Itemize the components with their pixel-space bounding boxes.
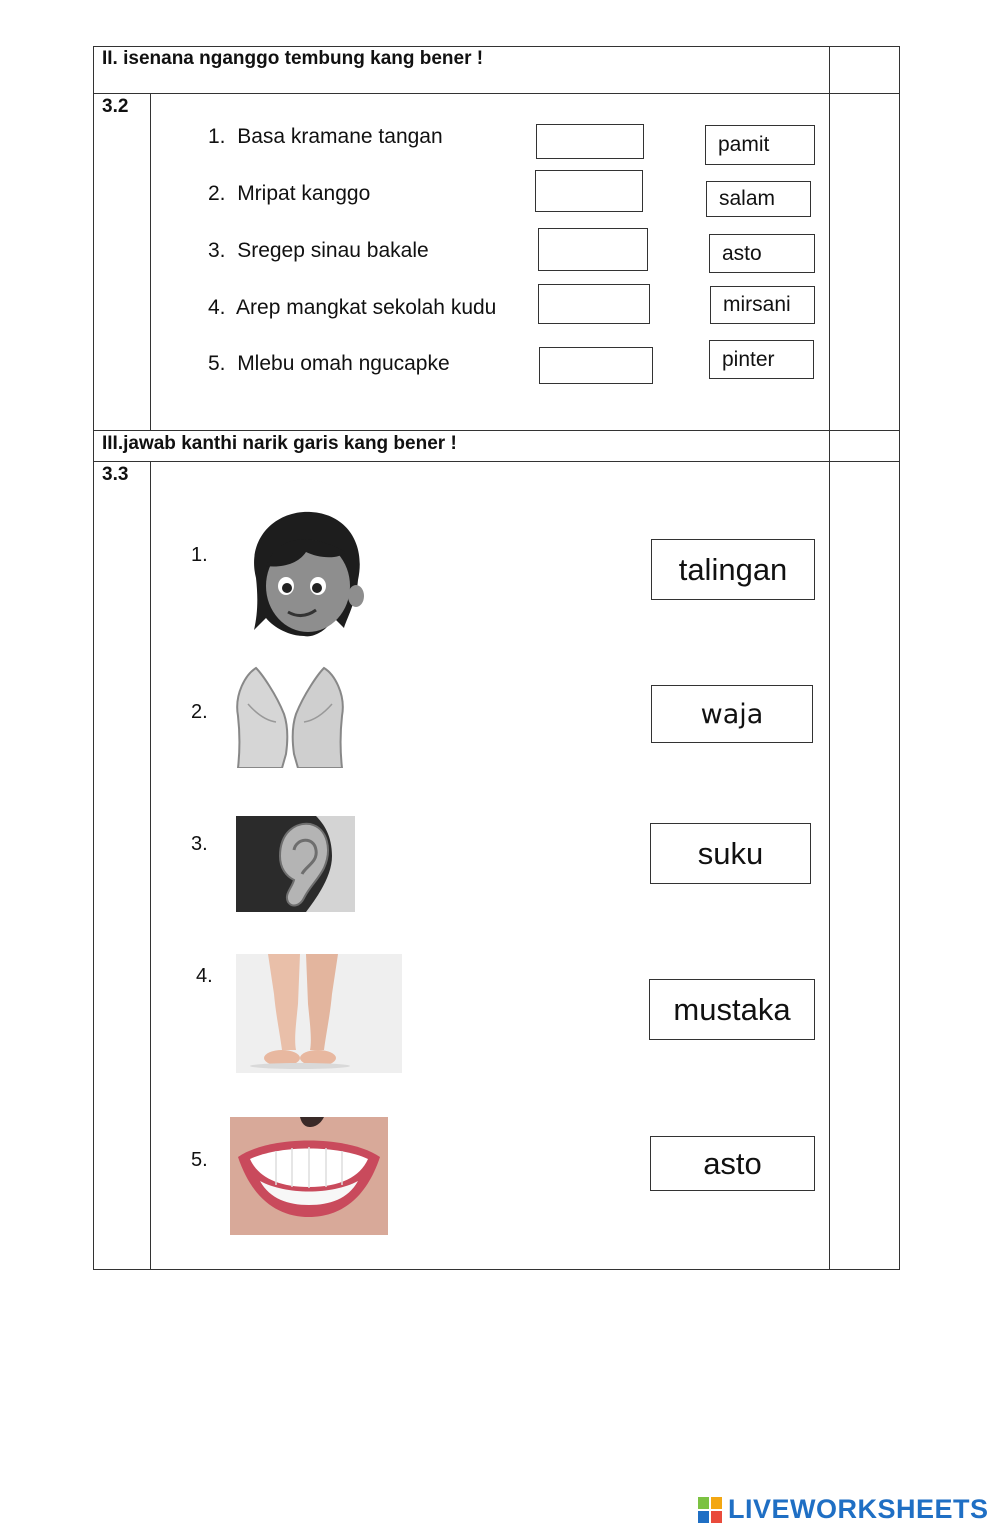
match-word[interactable]: suku [650, 823, 811, 884]
question-number: 1. [208, 125, 226, 148]
brand-name: LIVEWORKSHEETS [728, 1494, 989, 1524]
item-number: 3. [191, 833, 208, 855]
option-word[interactable]: salam [706, 181, 811, 217]
liveworksheets-logo-icon [698, 1497, 722, 1523]
item-number: 2. [191, 701, 208, 723]
match-word[interactable]: mustaka [649, 979, 815, 1040]
match-word[interactable]: waja [651, 685, 813, 743]
option-word[interactable]: asto [709, 234, 815, 273]
section2-number: 3.2 [102, 96, 129, 117]
option-word[interactable]: pinter [709, 340, 814, 379]
legs-feet-icon[interactable] [236, 954, 402, 1073]
answer-blank-3[interactable] [538, 228, 648, 271]
option-word[interactable]: pamit [705, 125, 815, 165]
question-item [208, 182, 370, 206]
question-text: Basa kramane tangan [237, 125, 443, 148]
table-border-right [899, 46, 900, 1270]
question-text: Sregep sinau bakale [237, 239, 429, 262]
table-column-divider [829, 46, 830, 1270]
match-word[interactable]: asto [650, 1136, 815, 1191]
liveworksheets-logo [698, 1494, 989, 1525]
section3-number: 3.3 [102, 464, 129, 485]
question-number: 3. [208, 239, 226, 262]
question-item [208, 239, 429, 263]
table-border-top [93, 46, 900, 47]
match-word[interactable]: talingan [651, 539, 815, 600]
table-border-left [93, 46, 94, 1270]
table-divider [93, 461, 900, 462]
question-number: 2. [208, 182, 226, 205]
question-text: Mlebu omah ngucapke [237, 352, 450, 375]
item-number: 4. [196, 965, 213, 987]
question-number: 4. [208, 296, 226, 319]
item-number: 1. [191, 544, 208, 566]
question-number: 5. [208, 352, 226, 375]
question-item [208, 352, 450, 376]
answer-blank-1[interactable] [536, 124, 644, 159]
open-hands-icon[interactable] [232, 664, 348, 768]
table-divider [93, 93, 900, 94]
table-column-divider [150, 461, 151, 1269]
answer-blank-2[interactable] [535, 170, 643, 212]
section2-heading: II. isenana nganggo tembung kang bener ! [102, 48, 484, 69]
item-number: 5. [191, 1149, 208, 1171]
ear-icon[interactable] [236, 816, 355, 912]
girl-head-icon[interactable] [246, 508, 368, 644]
teeth-smile-icon[interactable] [230, 1117, 388, 1235]
question-text: Arep mangkat sekolah kudu [236, 296, 497, 319]
question-item [208, 296, 496, 320]
option-word[interactable]: mirsani [710, 286, 815, 324]
table-border-bottom [93, 1269, 900, 1270]
answer-blank-4[interactable] [538, 284, 650, 324]
question-text: Mripat kanggo [237, 182, 371, 205]
question-item [208, 125, 443, 149]
table-column-divider [150, 93, 151, 430]
answer-blank-5[interactable] [539, 347, 653, 384]
table-divider [93, 430, 900, 431]
section3-heading: III.jawab kanthi narik garis kang bener ! [102, 433, 457, 454]
